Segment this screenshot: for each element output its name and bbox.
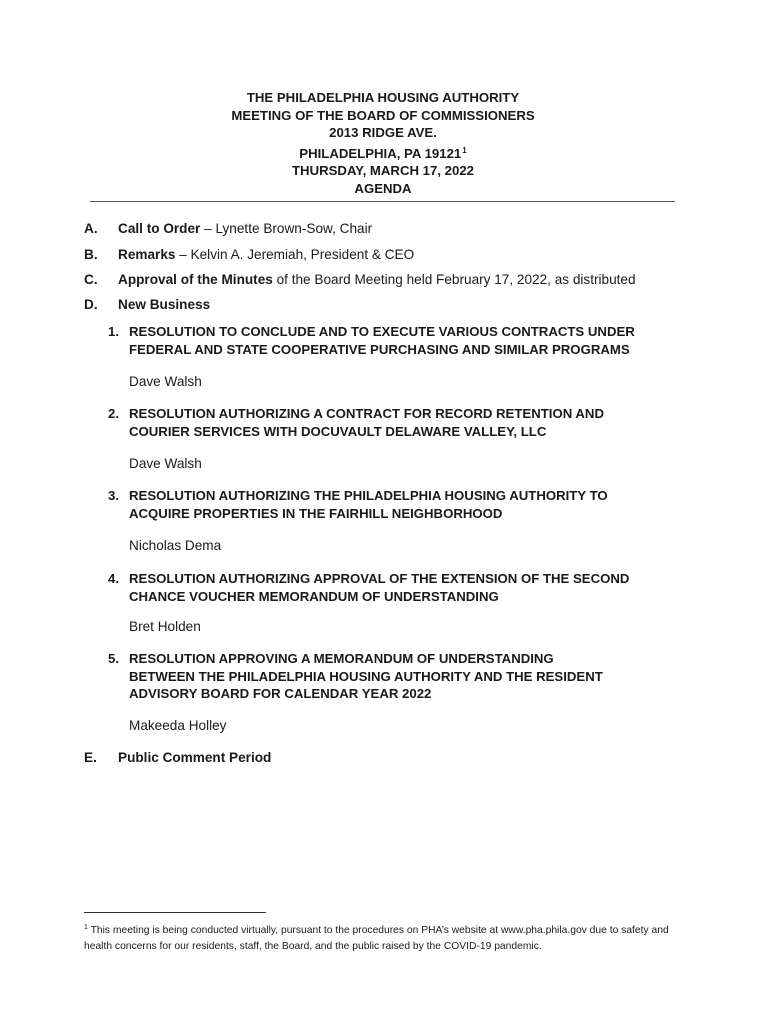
agenda-header: [0, 89, 766, 197]
section-heading: Approval of the Minutes: [118, 272, 273, 287]
meeting-date: THURSDAY, MARCH 17, 2022: [292, 163, 474, 178]
resolution-title: RESOLUTION AUTHORIZING THE PHILADELPHIA HOUSING AUTHORITY TO ACQUIRE PROPERTIES IN THE FAIRHILL NEIGHBORHOOD: [129, 488, 608, 521]
resolution-title: RESOLUTION AUTHORIZING A CONTRACT FOR RECORD RETENTION AND COURIER SERVICES WITH DOCUVAULT DELAWARE VALLEY, LLC: [129, 406, 604, 439]
page-title: AGENDA: [354, 180, 412, 196]
section-letter: C.: [84, 272, 98, 287]
resolution-item-4: [108, 570, 629, 605]
section-letter: D.: [84, 297, 98, 312]
section-heading: Public Comment Period: [118, 750, 272, 765]
item-number: 2.: [108, 406, 119, 421]
section-detail: – Kelvin A. Jeremiah, President & CEO: [175, 247, 415, 262]
section-letter: A.: [84, 221, 98, 236]
presenter-name: Bret Holden: [129, 619, 201, 634]
section-new-business: [84, 296, 210, 313]
footnote-marker: 1: [84, 924, 88, 931]
section-heading: Remarks: [118, 247, 176, 262]
resolution-title: RESOLUTION AUTHORIZING APPROVAL OF THE EXTENSION OF THE SECOND CHANCE VOUCHER MEMORANDUM OF UNDERSTANDING: [129, 571, 630, 604]
footnote-text: This meeting is being conducted virtually, pursuant to the procedures on PHA’s website at www.pha.phila.gov due to safety and health concerns for our residents, staff, the Board, and the public raised by the COVID-19 pandemic.: [84, 925, 669, 952]
resolution-title: RESOLUTION TO CONCLUDE AND TO EXECUTE VARIOUS CONTRACTS UNDER FEDERAL AND STATE COOPERATIVE PURCHASING AND SIMILAR PROGRAMS: [129, 324, 635, 357]
resolution-item-5: [108, 650, 603, 703]
footnote-reference[interactable]: 1: [462, 145, 467, 155]
section-call-to-order: [84, 220, 372, 237]
footnote: [84, 920, 694, 955]
footnote-divider: [84, 912, 266, 913]
item-number: 1.: [108, 324, 119, 339]
section-heading: Call to Order: [118, 221, 201, 236]
resolution-title: RESOLUTION APPROVING A MEMORANDUM OF UNDERSTANDING BETWEEN THE PHILADELPHIA HOUSING AUTHORITY AND THE RESIDENT ADVISORY BOARD FOR CALENDAR YEAR 2022: [129, 651, 603, 701]
resolution-item-2: [108, 405, 604, 440]
street-address: 2013 RIDGE AVE.: [329, 125, 437, 140]
resolution-item-1: [108, 323, 635, 358]
presenter-name: Nicholas Dema: [129, 538, 222, 553]
presenter-name: Dave Walsh: [129, 374, 202, 389]
section-detail: of the Board Meeting held February 17, 2022, as distributed: [272, 272, 636, 287]
section-remarks: [84, 246, 414, 263]
city-text: PHILADELPHIA, PA 19121: [299, 145, 462, 161]
item-number: 4.: [108, 571, 119, 586]
section-heading: New Business: [118, 297, 211, 312]
org-name: THE PHILADELPHIA HOUSING AUTHORITY: [246, 90, 520, 105]
section-letter: E.: [84, 750, 97, 765]
section-public-comment: [84, 749, 271, 766]
item-number: 3.: [108, 488, 119, 503]
item-number: 5.: [108, 651, 119, 666]
presenter-name: Makeeda Holley: [129, 718, 227, 733]
section-approval-of-minutes: [84, 271, 636, 288]
header-divider: [90, 201, 675, 202]
resolution-item-3: [108, 487, 608, 522]
meeting-title: MEETING OF THE BOARD OF COMMISSIONERS: [231, 107, 535, 123]
city-line: [0, 142, 766, 163]
section-detail: – Lynette Brown-Sow, Chair: [200, 221, 373, 236]
presenter-name: Dave Walsh: [129, 456, 202, 471]
section-letter: B.: [84, 247, 98, 262]
